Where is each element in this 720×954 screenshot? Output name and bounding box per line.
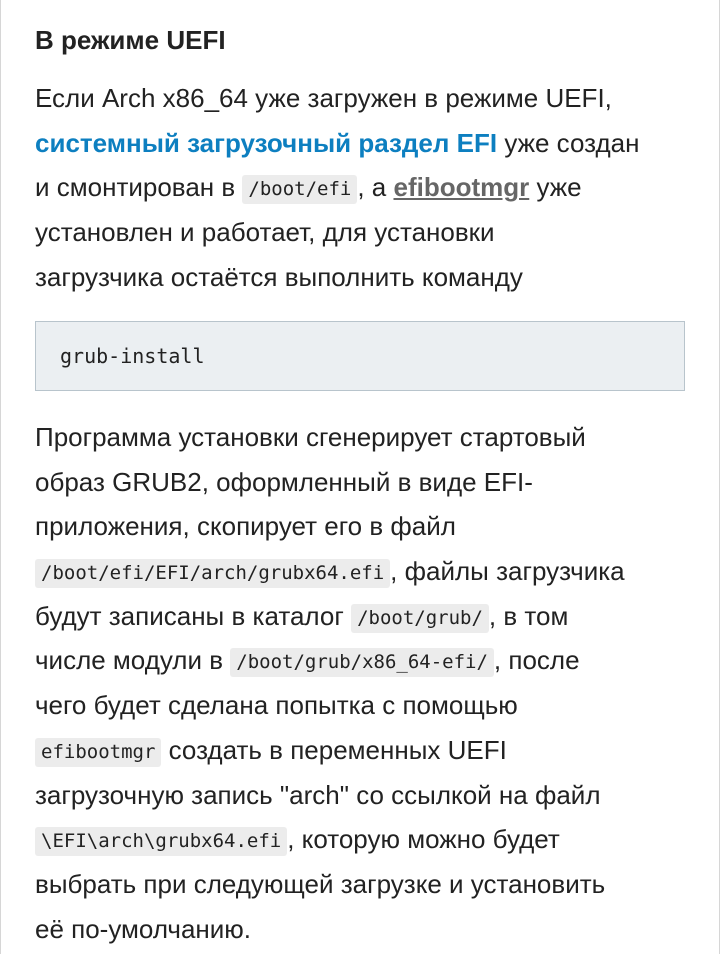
text-line: будут записаны в каталог /boot/grub/ , в том <box>35 600 569 631</box>
text-line: системный загрузочный раздел EFI уже создан <box>35 127 640 158</box>
text-line: выбрать при следующей загрузке и установить <box>35 868 606 899</box>
text-line: Если Arch x86_64 уже загружен в режиме UEFI, <box>35 83 612 113</box>
text-line: \EFI\arch\grubx64.efi , которую можно будет <box>35 817 685 862</box>
text-line: чего будет сделана попытка с помощью <box>35 690 518 721</box>
section-heading: В режиме UEFI <box>35 25 226 55</box>
efibootmgr-man-link[interactable]: efibootmgr <box>393 172 530 203</box>
command-text: grub-install <box>60 344 205 368</box>
text-line: загрузчика остаётся выполнить команду <box>35 261 523 292</box>
inline-code: /boot/efi <box>242 175 357 204</box>
inline-code: /boot/grub/ <box>351 604 489 633</box>
text-line: её по-умолчанию. <box>35 913 252 944</box>
text-line: числе модули в /boot/grub/x86_64-efi/ , после <box>35 645 580 676</box>
text-line: Программа установки сгенерирует стартовый <box>35 422 586 452</box>
inline-code: efibootmgr <box>35 738 161 767</box>
inline-code: \EFI\arch\grubx64.efi <box>35 827 287 856</box>
code-block <box>35 321 685 391</box>
text-line: и смонтирован в /boot/efi , а efibootmgr уже <box>35 172 582 203</box>
text-line: установлен и работает, для установки <box>35 217 495 248</box>
intro-paragraph <box>35 76 685 299</box>
text-line: образ GRUB2, оформленный в виде EFI- <box>35 466 533 497</box>
text-line: efibootmgr создать в переменных UEFI <box>35 728 685 773</box>
inline-code: /boot/grub/x86_64-efi/ <box>230 648 494 677</box>
text-line: приложения, скопирует его в файл <box>35 511 456 542</box>
efi-partition-link[interactable]: системный загрузочный раздел EFI <box>35 127 498 158</box>
description-paragraph <box>35 415 685 951</box>
text-line: /boot/efi/EFI/arch/grubx64.efi , файлы загрузчика <box>35 549 685 594</box>
text-line: загрузочную запись "arch" со ссылкой на файл <box>35 779 601 810</box>
inline-code: /boot/efi/EFI/arch/grubx64.efi <box>35 559 390 588</box>
